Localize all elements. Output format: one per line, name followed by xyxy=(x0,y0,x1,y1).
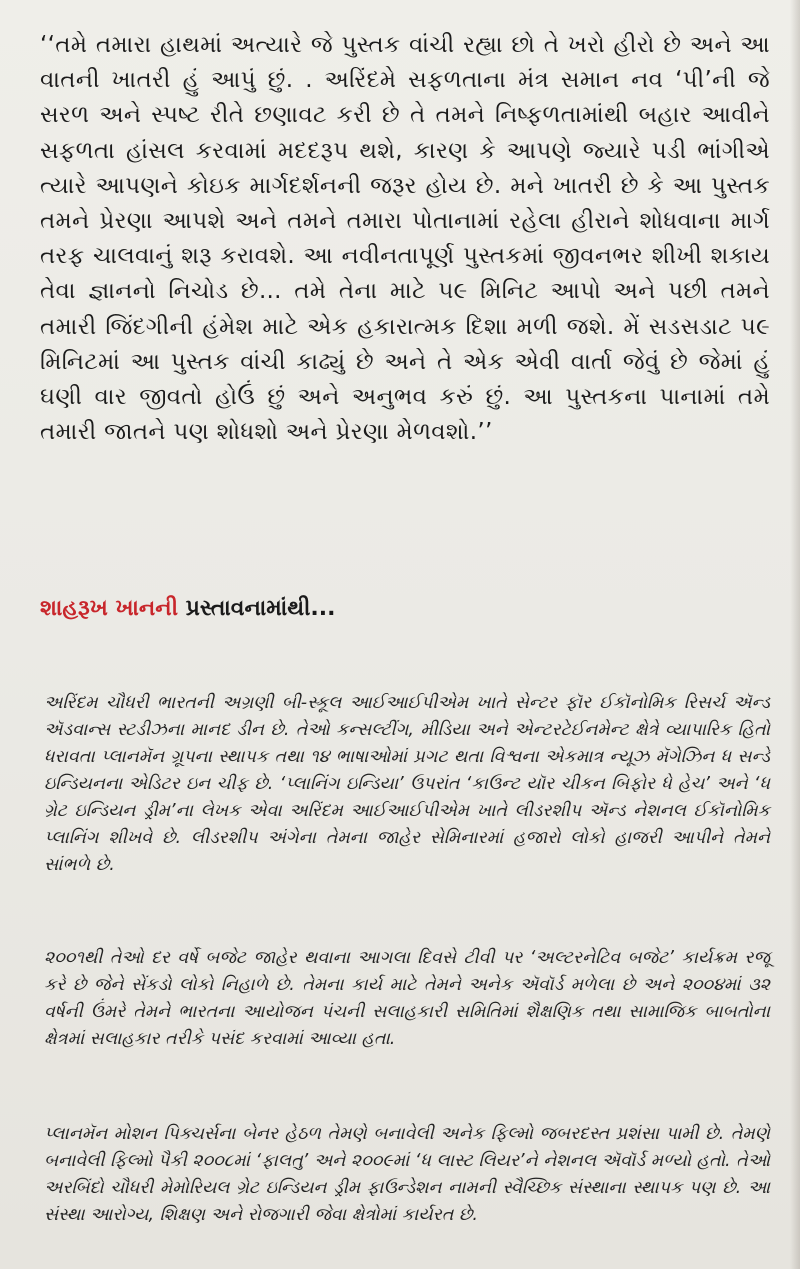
attribution-author: શાહરૂખ ખાનની xyxy=(40,596,178,621)
attribution-source: પ્રસ્તાવનામાંથી... xyxy=(178,596,336,621)
author-bio-paragraph: અરિંદમ ચૌધરી ભારતની અગ્રણી બી-સ્કૂલ આઈઆઈપીએમ ખાતે સેન્ટર ફૉર ઈકૉનોમિક રિસર્ચ ઍન્ડ ઍડવાન્સ સ્ટડીઝના માનદ ડીન છે. તેઓ કન્સલ્ટીંગ, મીડિયા અને એન્ટરટેઈનમેન્ટ ક્ષેત્રે વ્યાપારિક હિતો ધરાવતા પ્લાનમૅન ગ્રૂપના સ્થાપક તથા ૧૪ ભાષાઓમાં પ્રગટ થતા વિશ્વના એકમાત્ર ન્યૂઝ મૅગેઝિન ધ સન્ડે ઇન્ડિયનના એડિટર ઇન ચીફ છે. ‘પ્લાનિંગ ઇન્ડિયા’ ઉપરાંત ‘કાઉન્ટ યૉર ચીકન બિફોર ધે હેચ’ અને ‘ધ ગ્રેટ ઇન્ડિયન ડ્રીમ’ના લેખક એવા અરિંદમ આઈઆઈપીએમ ખાતે લીડરશીપ ઍન્ડ નેશનલ ઈકૉનોમિક પ્લાનિંગ શીખવે છે. લીડરશીપ અંગેના તેમના જાહેર સેમિનારમાં હજારો લોકો હાજરી આપીને તેમને સાંભળે છે. xyxy=(44,693,770,875)
page-edge-shadow xyxy=(790,0,800,1269)
quote-attribution xyxy=(40,596,335,621)
author-bio-paragraph: પ્લાનમૅન મોશન પિક્ચર્સના બેનર હેઠળ તેમણે બનાવેલી અનેક ફિલ્મો જબરદસ્ત પ્રશંસા પામી છે. તેમણે બનાવેલી ફિલ્મો પૈકી ૨૦૦૮માં ‘ફાલતુ’ અને ૨૦૦૯માં ‘ધ લાસ્ટ લિયર’ને નેશનલ ઍવૉર્ડ મળ્યો હતો. તેઓ અરબિંદો ચૌધરી મેમોરિયલ ગ્રેટ ઇન્ડિયન ડ્રીમ ફાઉન્ડેશન નામની સ્વૈચ્છિક સંસ્થાના સ્થાપક પણ છે. આ સંસ્થા આરોગ્ય, શિક્ષણ અને રોજગારી જેવા ક્ષેત્રોમાં કાર્યરત છે. xyxy=(44,1124,770,1225)
foreword-quote: ‘‘તમે તમારા હાથમાં અત્યારે જે પુસ્તક વાંચી રહ્યા છો તે ખરો હીરો છે અને આ વાતની ખાતરી હું આપું છું. . અરિંદમે સફળતાના મંત્ર સમાન નવ ‘પી’ની જે સરળ અને સ્પષ્ટ રીતે છણાવટ કરી છે તે તમને નિષ્ફળતામાંથી બહાર આવીને સફળતા હાંસલ કરવામાં મદદરૂપ થશે, કારણ કે આપણે જ્યારે પડી ભાંગીએ ત્યારે આપણને કોઇક માર્ગદર્શનની જરૂર હોય છે. મને ખાતરી છે કે આ પુસ્તક તમને પ્રેરણા આપશે અને તમને તમારા પોતાનામાં રહેલા હીરાને શોધવાના માર્ગ તરફ ચાલવાનું શરૂ કરાવશે. આ નવીનતાપૂર્ણ પુસ્તકમાં જીવનભર શીખી શકાય તેવા જ્ઞાનનો નિચોડ છે... તમે તેના માટે ૫૯ મિનિટ આપો અને પછી તમને તમારી જિંદગીની હંમેશ માટે એક હકારાત્મક દિશા મળી જશે. મેં સડસડાટ ૫૯ મિનિટમાં આ પુસ્તક વાંચી કાઢ્યું છે અને તે એક એવી વાર્તા જેવું છે જેમાં હું ઘણી વાર જીવતો હોઉં છું અને અનુભવ કરું છું. આ પુસ્તકના પાનામાં તમે તમારી જાતને પણ શોધશો અને પ્રેરણા મેળવશો.’’ xyxy=(40,32,770,446)
author-bio-paragraph: ૨૦૦૧થી તેઓ દર વર્ષે બજેટ જાહેર થવાના આગલા દિવસે ટીવી પર ‘અલ્ટરનેટિવ બજેટ’ કાર્યક્રમ રજૂ કરે છે જેને સેંકડો લોકો નિહાળે છે. તેમના કાર્ય માટે તેમને અનેક ઍવૉર્ડ મળેલા છે અને ૨૦૦૪માં ૩૨ વર્ષની ઉંમરે તેમને ભારતના આયોજન પંચની સલાહકારી સમિતિમાં શૈક્ષણિક તથા સામાજિક બાબતોના ક્ષેત્રમાં સલાહકાર તરીકે પસંદ કરવામાં આવ્યા હતા. xyxy=(44,948,770,1049)
